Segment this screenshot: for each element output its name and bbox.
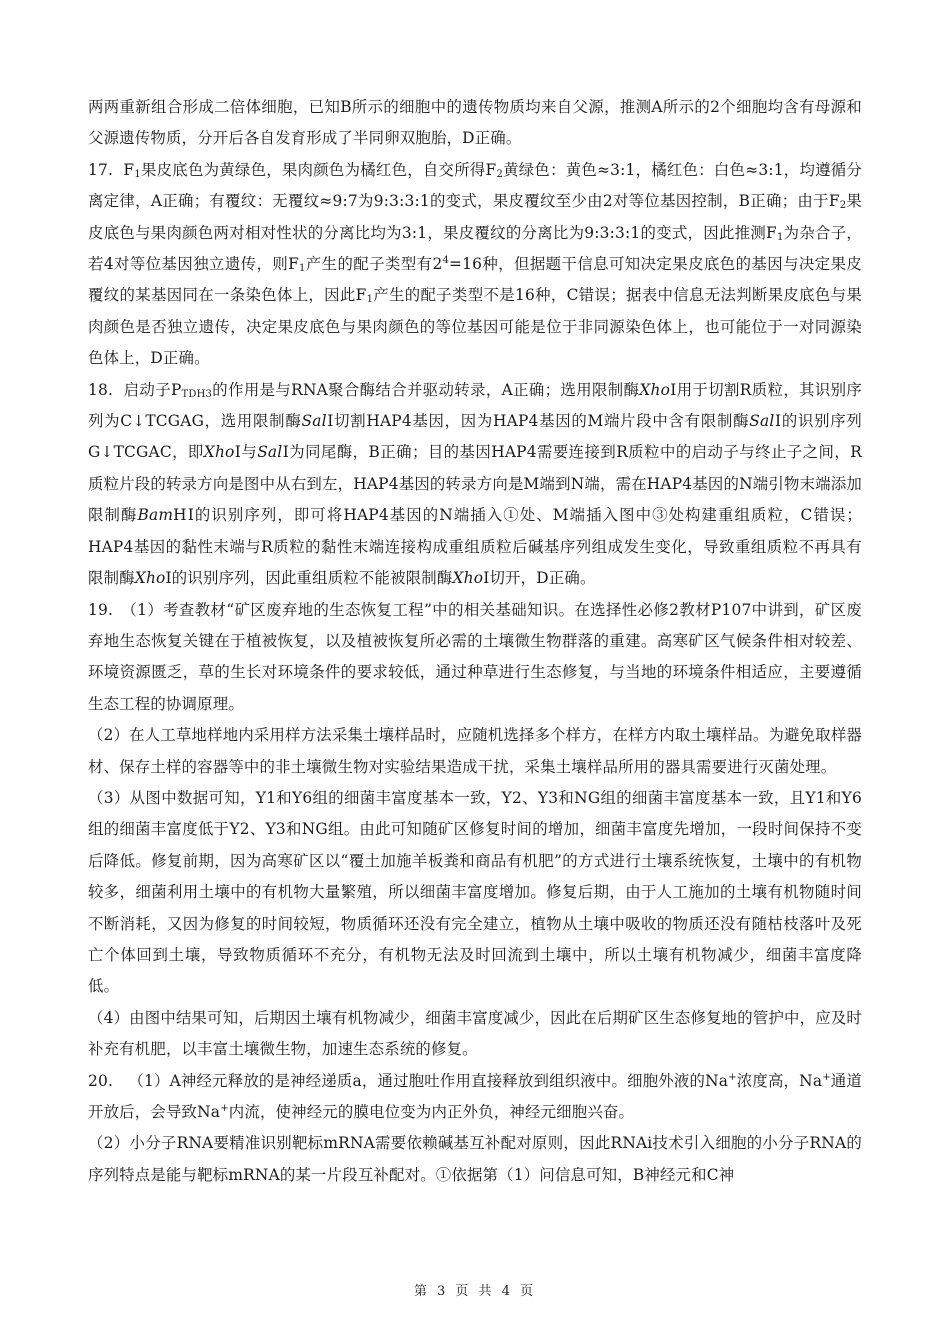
text-run: Ⅰ与 — [234, 443, 258, 462]
page-footer: 第 3 页 共 4 页 — [413, 1284, 537, 1299]
subscript: 1 — [134, 168, 141, 180]
subscript: 1 — [366, 294, 374, 306]
text-run: 的作用是与RNA聚合酶结合并驱动转录，A正确；选用限制酶 — [212, 380, 640, 399]
text-run: HⅠ的识别序列，即可将HAP4基因的N端插入①处、M端插入图中③处构建重组质粒，C错误；HAP4基因的黏性末端与R质粒的黏性末端连接构成重组质粒后碱基序列组成发生变化，导致重组质粒不再具有限制酶 — [88, 506, 862, 588]
paragraph-18 — [88, 375, 862, 595]
text-run: 通道开放后，会导致Na — [88, 1071, 862, 1121]
text-run: 果皮底色与果肉颜色两对相对性状的分离比均为3:1，果皮覆纹的分离比为9:3:3:1的变式，因此推测F — [88, 192, 862, 242]
paragraph-19-3: （3）从图中数据可知，Y1和Y6组的细菌丰富度基本一致，Y2、Y3和NG组的细菌丰富度基本一致，且Y1和Y6组的细菌丰富度低于Y2、Y3和NG组。由此可知随矿区修复时间的增加，细菌丰富度先增加，一段时间保持不变后降低。修复前期，因为高寒矿区以“覆土加施羊板粪和商品有机肥”的方式进行土壤系统恢复，土壤中的有机物较多，细菌利用土壤中的有机物大量繁殖，所以细菌丰富度增加。修复后期，由于人工施加的土壤有机物随时间不断消耗，又因为修复的时间较短，物质循环还没有完全建立，植物从土壤中吸收的物质还没有随枯枝落叶及死亡个体回到土壤，导致物质循环不充分，有机物无法及时回流到土壤中，所以土壤有机物减少，细菌丰富度降低。 — [88, 788, 862, 996]
superscript: 4 — [442, 255, 450, 267]
text-run: （1）A神经元释放的是神经递质a，通过胞吐作用直接释放到组织液中。细胞外液的Na — [128, 1071, 729, 1090]
enzyme-name: Sal — [257, 443, 283, 462]
paragraph-17 — [88, 155, 862, 375]
superscript: + — [822, 1071, 831, 1083]
subscript: 2 — [496, 168, 503, 180]
enzyme-name: Sal — [301, 412, 327, 431]
paragraph-19-2: （2）在人工草地样地内采用样方法采集土壤样品时，应随机选择多个样方，在样方内取土壤样品。为避免取样器材、保存土样的容器等中的非土壤微生物对实验结果造成干扰，采集土壤样品所用的器具需要进行灭菌处理。 — [88, 726, 862, 776]
enzyme-name: Xho — [203, 443, 235, 462]
text-run: 为杂合子，若4对等位基因独立遗传，则F — [88, 223, 862, 274]
enzyme-name: Xho — [452, 569, 484, 588]
subscript: 1 — [299, 263, 306, 275]
answer-document — [88, 92, 862, 1191]
subscript: TDH3 — [181, 388, 213, 400]
paragraph-19-1: 19. （1）考查教材“矿区废弃地的生态恢复工程”中的相关基础知识。在选择性必修2教材P107中讲到，矿区废弃地生态恢复关键在于植被恢复，以及植被恢复所必需的土壤微生物群落的重建。高寒矿区气候条件相对较差、环境资源匮乏，草的生长对环境条件的要求较低，通过种草进行生态修复，与当地的环境条件相适应，主要遵循生态工程的协调原理。 — [88, 600, 862, 713]
text-run: 浓度高，Na — [736, 1071, 823, 1090]
paragraph-20-2: （2）小分子RNA要精准识别靶标mRNA需要依赖碱基互补配对原则，因此RNAi技术引入细胞的小分子RNA的序列特点是能与靶标mRNA的某一片段互补配对。①依据第（1）问信息可知，B神经元和C神 — [88, 1134, 862, 1184]
text-run: F — [123, 160, 135, 179]
text-run: Ⅰ切割HAP4基因，因为HAP4基因的M端片段中含有限制酶 — [326, 412, 750, 431]
text-run: 产生的配子类型有2 — [305, 255, 443, 274]
text-run: Ⅰ的识别序列，因此重组质粒不能被限制酶 — [165, 569, 453, 588]
question-number-18: 18. — [88, 380, 114, 399]
text-run: Ⅰ用于切割R质粒，其识别序列为C↓TCGAG，选用限制酶 — [88, 380, 863, 431]
text-run: 果皮底色为黄绿色，果肉颜色为橘红色，自交所得F — [140, 160, 497, 179]
subscript: 2 — [839, 200, 847, 212]
superscript: + — [220, 1103, 229, 1114]
paragraph-20-1 — [88, 1066, 862, 1129]
text-run: =16种，但据题干信息可知决定果皮底色的基因与决定果皮覆纹的某基因同在一条染色体上，因此F — [88, 255, 862, 305]
text-run: Ⅰ的识别序列G↓TCGAC，即 — [88, 412, 862, 462]
enzyme-name: Sal — [749, 412, 775, 431]
subscript: 1 — [776, 231, 784, 243]
question-number-17: 17. — [88, 160, 114, 179]
text-run: Ⅰ为同尾酶，B正确；目的基因HAP4需要连接到R质粒中的启动子与终止子之间，R质粒片段的转录方向是图中从右到左，HAP4基因的转录方向是M端到N端，需在HAP4基因的N端引物末端添加限制酶 — [88, 443, 862, 525]
enzyme-name: Xho — [639, 380, 671, 399]
text-run: 启动子P — [123, 380, 182, 399]
paragraph-16-tail: 两两重新组合形成二倍体细胞，已知B所示的细胞中的遗传物质均来自父源，推测A所示的2个细胞均含有母源和父源遗传物质，分开后各自发育形成了半同卵双胞胎，D正确。 — [88, 98, 862, 148]
text-run: 黄绿色：黄色≈3:1，橘红色：白色≈3:1，均遵循分离定律，A正确；有覆纹：无覆纹≈9:7为9:3:3:1的变式，果皮覆纹至少由2对等位基因控制，B正确；由于F — [88, 160, 863, 211]
text-run: 产生的配子类型不是16种，C错误；据表中信息无法判断果皮底色与果肉颜色是否独立遗传，决定果皮底色与果肉颜色的等位基因可能是位于非同源染色体上，也可能位于一对同源染色体上，D正确。 — [88, 286, 863, 368]
superscript: + — [728, 1071, 737, 1083]
question-number-20: 20. — [88, 1071, 114, 1090]
text-run: Ⅰ切开，D正确。 — [483, 569, 596, 588]
enzyme-name: Xho — [134, 569, 166, 588]
enzyme-name: Bam — [137, 506, 174, 525]
paragraph-19-4: （4）由图中结果可知，后期因土壤有机物减少，细菌丰富度减少，因此在后期矿区生态修复地的管护中，应及时补充有机肥，以丰富土壤微生物，加速生态系统的修复。 — [88, 1008, 862, 1059]
text-run: 内流，使神经元的膜电位变为内正外负，神经元细胞兴奋。 — [228, 1103, 635, 1121]
